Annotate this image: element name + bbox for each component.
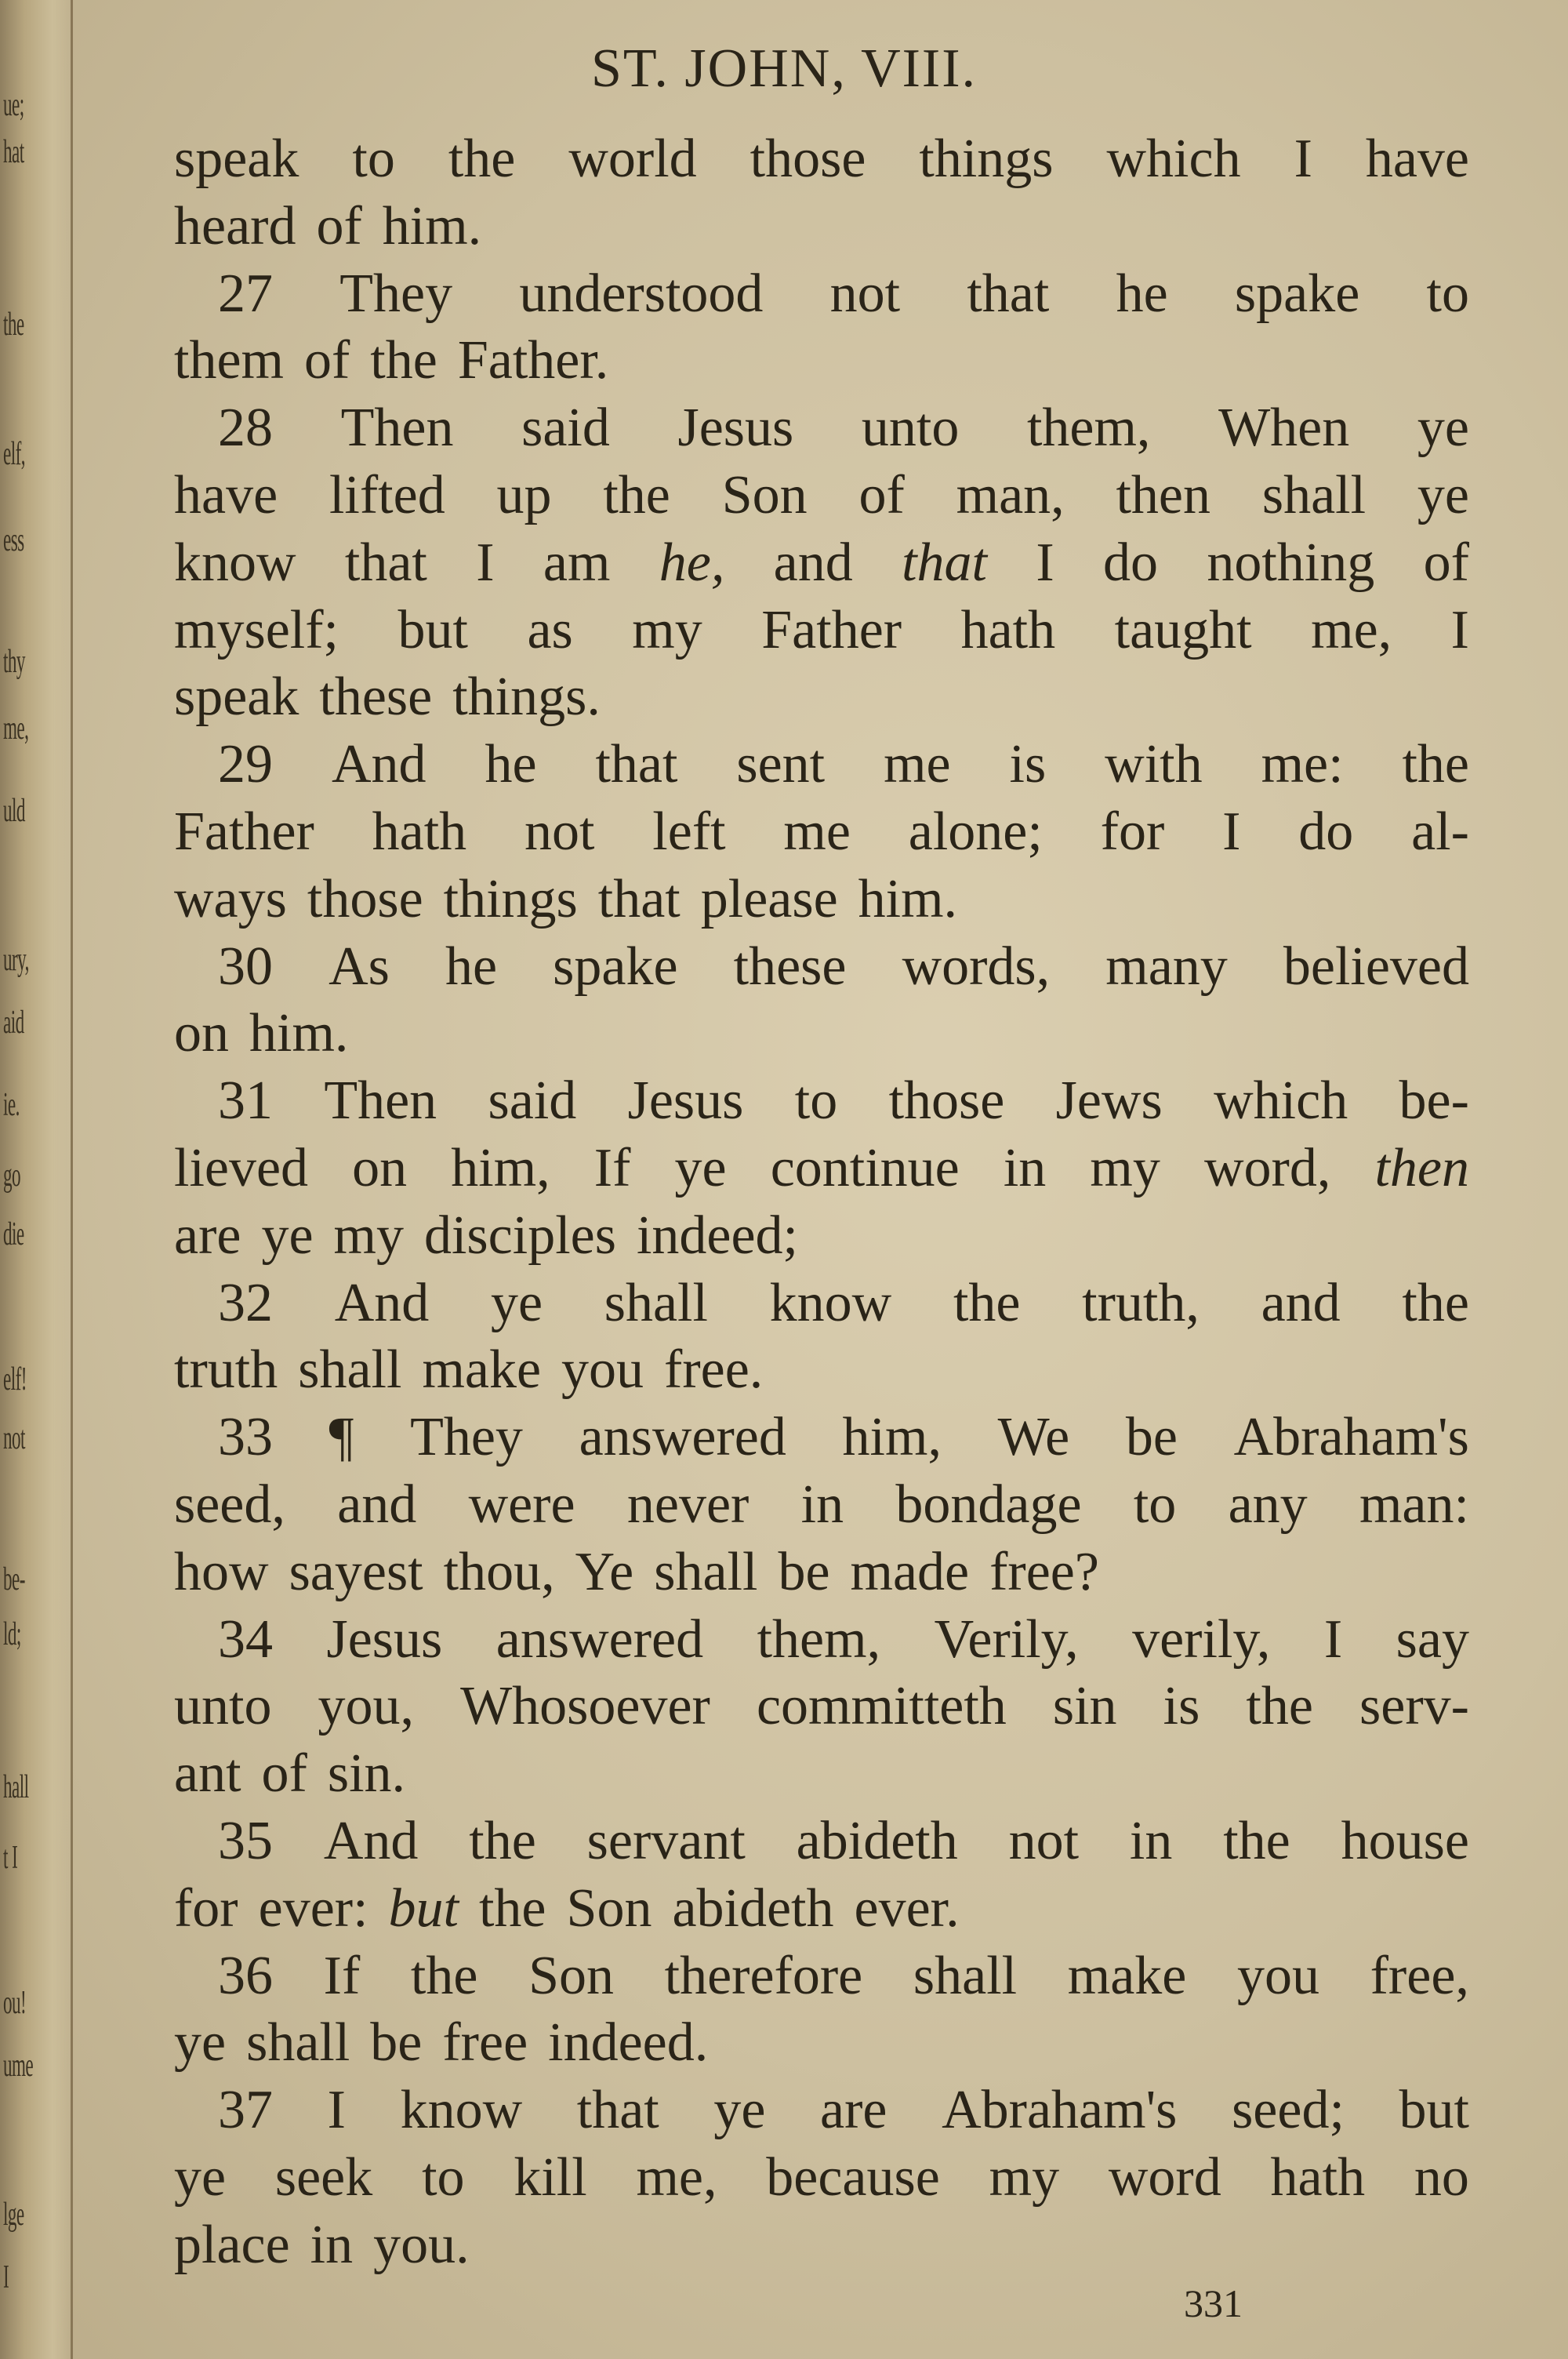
word: of bbox=[261, 1743, 307, 1805]
word: he bbox=[485, 734, 537, 795]
word: Jesus bbox=[627, 1070, 744, 1132]
previous-page-fragment: t I bbox=[3, 1840, 18, 1876]
text-line bbox=[174, 327, 1469, 394]
word: shall bbox=[246, 2012, 350, 2074]
word: shall bbox=[298, 1339, 402, 1401]
word: ¶ bbox=[328, 1407, 354, 1468]
word: the bbox=[1402, 734, 1469, 795]
word: no bbox=[1414, 2146, 1469, 2208]
word: left bbox=[652, 801, 726, 862]
word: ant bbox=[174, 1743, 241, 1805]
word: Jesus bbox=[326, 1608, 443, 1670]
text-line bbox=[174, 933, 1469, 1001]
word: seed, bbox=[174, 1474, 285, 1535]
word: shall bbox=[604, 1272, 708, 1333]
word: is bbox=[1009, 734, 1047, 795]
word: free? bbox=[989, 1541, 1099, 1602]
word: Ye bbox=[575, 1541, 634, 1602]
word: have bbox=[174, 464, 278, 525]
word: make bbox=[1067, 1945, 1187, 2006]
word: know bbox=[174, 532, 296, 593]
word: be bbox=[778, 1541, 830, 1602]
word: these bbox=[733, 936, 847, 997]
word: 37 bbox=[218, 2080, 273, 2141]
previous-page-fragment: thy bbox=[3, 644, 25, 680]
word: be bbox=[1125, 1407, 1178, 1468]
word: If bbox=[593, 1137, 631, 1198]
word: then bbox=[1374, 1137, 1469, 1198]
word: the bbox=[448, 129, 516, 189]
word: thou, bbox=[443, 1541, 555, 1602]
word: unto bbox=[861, 398, 960, 459]
word: I bbox=[1036, 532, 1054, 593]
word: things. bbox=[452, 667, 601, 728]
word: truth, bbox=[1082, 1272, 1200, 1333]
word: Verily, bbox=[934, 1608, 1079, 1670]
word: on bbox=[174, 1003, 229, 1064]
text-line bbox=[174, 1135, 1469, 1202]
word: him. bbox=[382, 195, 482, 256]
word: spake bbox=[1234, 263, 1360, 324]
word: abideth bbox=[672, 1877, 834, 1939]
word: ever. bbox=[854, 1877, 960, 1939]
word: for bbox=[174, 1877, 238, 1939]
word: man, bbox=[956, 464, 1065, 525]
previous-page-fragment: go bbox=[3, 1158, 20, 1194]
word: speak bbox=[174, 667, 299, 728]
word: of bbox=[1423, 532, 1469, 593]
word: taught bbox=[1114, 599, 1252, 660]
word: myself; bbox=[174, 599, 339, 660]
word: that bbox=[576, 2080, 659, 2141]
word: 33 bbox=[218, 1407, 273, 1468]
word: never bbox=[626, 1474, 750, 1535]
text-line bbox=[174, 2077, 1469, 2144]
word: things bbox=[443, 868, 578, 929]
word: verily, bbox=[1132, 1608, 1271, 1670]
text-line bbox=[174, 462, 1469, 529]
word: truth bbox=[174, 1339, 278, 1401]
word: alone; bbox=[908, 801, 1043, 862]
word: Then bbox=[324, 1070, 437, 1132]
word: lifted bbox=[328, 464, 445, 525]
word: shall bbox=[1261, 464, 1367, 525]
previous-page-fragment: die bbox=[3, 1216, 24, 1252]
previous-page-fragment: aid bbox=[3, 1005, 24, 1041]
word: Father. bbox=[457, 330, 609, 391]
word: but bbox=[397, 599, 468, 660]
word: is bbox=[1163, 1676, 1200, 1737]
word: and bbox=[773, 532, 853, 593]
word: he, bbox=[659, 532, 725, 593]
word: 27 bbox=[218, 263, 273, 324]
word: They bbox=[339, 263, 453, 324]
word: in bbox=[310, 2214, 354, 2275]
word: things bbox=[919, 129, 1054, 189]
word: but bbox=[388, 1877, 459, 1939]
word: know bbox=[400, 2080, 523, 2141]
word: disciples bbox=[423, 1205, 616, 1266]
word: are bbox=[820, 2080, 887, 2141]
word: shall bbox=[913, 1945, 1018, 2006]
previous-page-fragment: uld bbox=[3, 793, 25, 829]
word: as bbox=[527, 599, 573, 660]
word: hath bbox=[372, 801, 467, 862]
previous-page-fragment: ury, bbox=[3, 942, 29, 978]
word: free bbox=[442, 2012, 528, 2074]
text-line bbox=[174, 2212, 1469, 2279]
text-line bbox=[174, 1471, 1469, 1539]
word: 32 bbox=[218, 1272, 273, 1333]
word: me: bbox=[1261, 734, 1344, 795]
word: up bbox=[496, 464, 552, 525]
previous-page-fragment: hat bbox=[3, 134, 24, 170]
text-line bbox=[174, 1404, 1469, 1471]
word: him. bbox=[858, 868, 958, 929]
word: 35 bbox=[218, 1810, 273, 1871]
word: have bbox=[1365, 129, 1469, 189]
word: ye bbox=[713, 2080, 766, 2141]
word: do bbox=[1103, 532, 1158, 593]
previous-page-fragment: the bbox=[3, 307, 24, 343]
word: he bbox=[1116, 263, 1168, 324]
word: the bbox=[478, 1877, 546, 1939]
text-line bbox=[174, 1673, 1469, 1740]
word: are bbox=[174, 1205, 241, 1266]
word: them, bbox=[1026, 398, 1151, 459]
word: word bbox=[1108, 2146, 1221, 2208]
word: because bbox=[766, 2146, 940, 2208]
word: ye bbox=[490, 1272, 543, 1333]
text-line bbox=[174, 1270, 1469, 1337]
word: ye bbox=[261, 1205, 314, 1266]
word: on bbox=[352, 1137, 408, 1198]
word: Abraham's bbox=[942, 2080, 1178, 2141]
word: Jesus bbox=[677, 398, 794, 459]
word: were bbox=[468, 1474, 575, 1535]
word: me bbox=[783, 801, 851, 862]
word: sent bbox=[736, 734, 826, 795]
word: serv- bbox=[1359, 1676, 1469, 1737]
word: And bbox=[331, 734, 426, 795]
text-line bbox=[174, 1740, 1469, 1808]
word: me, bbox=[636, 2146, 717, 2208]
page-number: 331 bbox=[1184, 2281, 1243, 2325]
text-line bbox=[174, 1808, 1469, 1875]
word: the bbox=[370, 330, 437, 391]
previous-page-fragment: ou! bbox=[3, 1985, 27, 2021]
text-line bbox=[174, 394, 1469, 462]
word: the bbox=[410, 1945, 478, 2006]
word: When bbox=[1218, 398, 1350, 459]
word: As bbox=[328, 936, 390, 997]
word: Father bbox=[174, 801, 314, 862]
word: Son bbox=[566, 1877, 652, 1939]
word: for bbox=[1100, 801, 1165, 862]
word: my bbox=[1090, 1137, 1160, 1198]
word: sayest bbox=[289, 1541, 423, 1602]
word: you. bbox=[373, 2214, 470, 2275]
word: ye bbox=[174, 2146, 227, 2208]
word: words, bbox=[902, 936, 1051, 997]
word: that bbox=[597, 868, 681, 929]
word: ever: bbox=[258, 1877, 368, 1939]
word: say bbox=[1396, 1608, 1469, 1670]
running-header: ST. JOHN, VIII. bbox=[590, 38, 978, 99]
word: abideth bbox=[796, 1810, 958, 1871]
text-line bbox=[174, 1943, 1469, 2010]
word: hath bbox=[960, 599, 1056, 660]
word: then bbox=[1116, 464, 1211, 525]
word: world bbox=[568, 129, 697, 189]
word: the bbox=[1246, 1676, 1313, 1737]
previous-page-fragment: I bbox=[3, 2259, 9, 2295]
word: of bbox=[303, 330, 350, 391]
text-line bbox=[174, 529, 1469, 597]
word: them, bbox=[757, 1608, 881, 1670]
text-line bbox=[174, 193, 1469, 260]
text-line bbox=[174, 1606, 1469, 1674]
word: but bbox=[1399, 2080, 1469, 2141]
word: him, bbox=[842, 1407, 942, 1468]
text-line bbox=[174, 1000, 1469, 1067]
word: 30 bbox=[218, 936, 273, 997]
text-line bbox=[174, 2144, 1469, 2212]
word: sin. bbox=[327, 1743, 406, 1805]
word: those bbox=[750, 129, 866, 189]
word: hath bbox=[1270, 2146, 1366, 2208]
word: 36 bbox=[218, 1945, 273, 2006]
word: that bbox=[344, 532, 427, 593]
word: which bbox=[1214, 1070, 1348, 1132]
word: how bbox=[174, 1541, 269, 1602]
word: al- bbox=[1411, 801, 1469, 862]
text-line bbox=[174, 1875, 1469, 1943]
word: be- bbox=[1399, 1070, 1469, 1132]
word: my bbox=[333, 1205, 404, 1266]
word: in bbox=[1003, 1137, 1047, 1198]
word: continue bbox=[770, 1137, 960, 1198]
word: said bbox=[488, 1070, 577, 1132]
previous-page-fragment: me, bbox=[3, 711, 29, 747]
text-line bbox=[174, 866, 1469, 933]
word: those bbox=[307, 868, 423, 929]
word: indeed. bbox=[548, 2012, 709, 2074]
word: am bbox=[543, 532, 611, 593]
word: that bbox=[902, 532, 987, 593]
word: Son bbox=[721, 464, 808, 525]
word: They bbox=[410, 1407, 523, 1468]
previous-page-fragment: be- bbox=[3, 1561, 25, 1598]
word: Son bbox=[528, 1945, 615, 2006]
word: to bbox=[352, 129, 395, 189]
word: make bbox=[422, 1339, 542, 1401]
word: you bbox=[561, 1339, 644, 1401]
word: free, bbox=[1370, 1945, 1469, 2006]
word: I bbox=[476, 532, 495, 593]
word: If bbox=[323, 1945, 361, 2006]
word: you bbox=[1236, 1945, 1319, 2006]
text-line bbox=[174, 1202, 1469, 1270]
word: seek bbox=[274, 2146, 373, 2208]
word: and bbox=[337, 1474, 417, 1535]
word: not bbox=[524, 801, 595, 862]
word: answered bbox=[579, 1407, 786, 1468]
word: any bbox=[1228, 1474, 1308, 1535]
word: house bbox=[1341, 1810, 1469, 1871]
text-line bbox=[174, 731, 1469, 798]
previous-page-fragment: ume bbox=[3, 2048, 34, 2084]
previous-page-fragment: lge bbox=[3, 2197, 24, 2233]
word: me bbox=[884, 734, 951, 795]
word: be bbox=[370, 2012, 423, 2074]
word: 29 bbox=[218, 734, 273, 795]
word: not bbox=[1008, 1810, 1080, 1871]
word: these bbox=[319, 667, 433, 728]
word: free. bbox=[664, 1339, 764, 1401]
word: that bbox=[967, 263, 1050, 324]
word: nothing bbox=[1207, 532, 1375, 593]
word: Then bbox=[340, 398, 454, 459]
word: bondage bbox=[895, 1474, 1082, 1535]
word: ye bbox=[674, 1137, 727, 1198]
word: shall bbox=[654, 1541, 758, 1602]
word: he bbox=[445, 936, 498, 997]
word: to bbox=[422, 2146, 465, 2208]
word: me, bbox=[1311, 599, 1392, 660]
text-line bbox=[174, 597, 1469, 664]
word: speak bbox=[174, 129, 299, 189]
word: therefore bbox=[664, 1945, 863, 2006]
word: heard bbox=[174, 195, 296, 256]
word: in bbox=[800, 1474, 844, 1535]
previous-page-fragment: ld; bbox=[3, 1616, 21, 1652]
word: Father bbox=[761, 599, 902, 660]
word: many bbox=[1105, 936, 1228, 997]
word: I bbox=[1450, 599, 1469, 660]
word: made bbox=[850, 1541, 970, 1602]
word: word, bbox=[1203, 1137, 1331, 1198]
word: Jews bbox=[1055, 1070, 1163, 1132]
previous-page-fragment: elf, bbox=[3, 436, 25, 472]
word: I bbox=[1222, 801, 1241, 862]
word: of bbox=[858, 464, 905, 525]
text-line bbox=[174, 1336, 1469, 1404]
text-line bbox=[174, 125, 1469, 193]
word: I bbox=[1323, 1608, 1343, 1670]
word: 34 bbox=[218, 1608, 273, 1670]
word: unto bbox=[174, 1676, 272, 1737]
word: those bbox=[888, 1070, 1005, 1132]
word: which bbox=[1106, 129, 1241, 189]
word: not bbox=[829, 263, 901, 324]
word: that bbox=[595, 734, 678, 795]
word: And bbox=[323, 1810, 419, 1871]
previous-page-fragment: elf! bbox=[3, 1361, 27, 1398]
word: sin bbox=[1052, 1676, 1117, 1737]
word: We bbox=[997, 1407, 1070, 1468]
word: the bbox=[469, 1810, 536, 1871]
word: man: bbox=[1359, 1474, 1469, 1535]
word: and bbox=[1261, 1272, 1341, 1333]
word: my bbox=[989, 2146, 1060, 2208]
scripture-text bbox=[174, 125, 1469, 2279]
previous-page-fragment: ie. bbox=[3, 1087, 20, 1123]
word: lieved bbox=[174, 1137, 309, 1198]
word: kill bbox=[514, 2146, 587, 2208]
word: spake bbox=[553, 936, 678, 997]
previous-page-fragment: ue; bbox=[3, 87, 24, 123]
word: the bbox=[1223, 1810, 1290, 1871]
previous-page-fragment: not bbox=[3, 1420, 25, 1456]
word: to bbox=[794, 1070, 838, 1132]
previous-page-fragment: ess bbox=[3, 522, 24, 558]
word: the bbox=[603, 464, 670, 525]
word: understood bbox=[519, 263, 764, 324]
word: with bbox=[1105, 734, 1203, 795]
word: And bbox=[334, 1272, 430, 1333]
word: I bbox=[327, 2080, 346, 2141]
word: Abraham's bbox=[1233, 1407, 1469, 1468]
word: him. bbox=[249, 1003, 349, 1064]
word: I bbox=[1294, 129, 1312, 189]
word: said bbox=[521, 398, 610, 459]
word: in bbox=[1129, 1810, 1173, 1871]
word: him, bbox=[451, 1137, 550, 1198]
text-line bbox=[174, 663, 1469, 731]
word: to bbox=[1426, 263, 1469, 324]
word: please bbox=[700, 868, 838, 929]
word: seed; bbox=[1232, 2080, 1345, 2141]
word: Whosoever bbox=[460, 1676, 710, 1737]
text-line bbox=[174, 2009, 1469, 2077]
word: to bbox=[1133, 1474, 1177, 1535]
word: indeed; bbox=[636, 1205, 798, 1266]
word: do bbox=[1298, 801, 1354, 862]
word: the bbox=[1402, 1272, 1469, 1333]
text-line bbox=[174, 798, 1469, 866]
word: know bbox=[769, 1272, 892, 1333]
word: answered bbox=[495, 1608, 704, 1670]
word: place bbox=[174, 2214, 290, 2275]
word: of bbox=[316, 195, 362, 256]
word: my bbox=[632, 599, 702, 660]
previous-page-edge bbox=[0, 0, 73, 2359]
word: servant bbox=[586, 1810, 746, 1871]
word: ye bbox=[1417, 464, 1469, 525]
word: believed bbox=[1283, 936, 1469, 997]
word: ye bbox=[174, 2012, 227, 2074]
word: them bbox=[174, 330, 284, 391]
text-line bbox=[174, 260, 1469, 328]
word: committeth bbox=[756, 1676, 1007, 1737]
word: 28 bbox=[218, 398, 273, 459]
word: you, bbox=[318, 1676, 415, 1737]
word: 31 bbox=[218, 1070, 273, 1132]
word: ye bbox=[1417, 398, 1469, 459]
text-line bbox=[174, 1539, 1469, 1606]
text-line bbox=[174, 1067, 1469, 1135]
previous-page-fragment: hall bbox=[3, 1769, 29, 1805]
word: the bbox=[953, 1272, 1021, 1333]
word: ways bbox=[174, 868, 287, 929]
